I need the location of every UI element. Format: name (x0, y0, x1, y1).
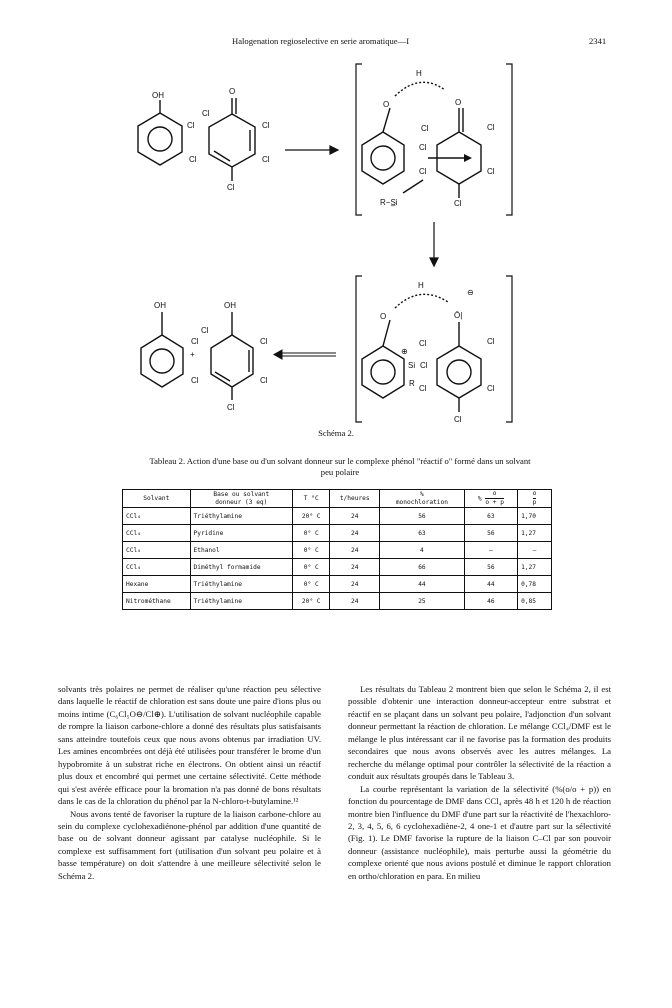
reaction-arrow-down (430, 222, 438, 266)
running-title: Halogenation regioselective en serie aromatique—I (232, 36, 410, 46)
cell-base: Triéthylamine (190, 593, 293, 610)
cell-solvant: CCl₄ (123, 525, 191, 542)
cell-ratio: 1,27 (518, 559, 552, 576)
cell-mono: 66 (380, 559, 465, 576)
h-label: H (416, 69, 422, 78)
cl-label: Cl (419, 339, 427, 348)
table-row (123, 593, 552, 610)
cell-temp: 0° C (293, 559, 330, 576)
complex-bracket-top (356, 64, 512, 215)
table-title-line2: peu polaire (320, 467, 360, 477)
cell-base: Ethanol (190, 542, 293, 559)
page-number: 2341 (589, 36, 607, 46)
paragraph: Les résultats du Tableau 2 montrent bien que selon le Schéma 2, il est possible d'obtenir une interaction donneur-accepteur entre substrat et réactif en se plaçant dans un solvant peu polaire, l'adjonction d'un solvant donneur permettant la réaction de chloration. Le mélange CCl₄/DMF est le mélange le plus intéressant car il ne favorise pas la formation des produits secondaires que nous avons observés avec les autres mélanges. La recherche du mélange optimal pour contrôler la sélectivité de la réaction a conduit aux résultats groupés dans le Tableau 3. (348, 684, 611, 782)
running-header (0, 36, 672, 50)
header-mono-label: monochloration (395, 498, 448, 506)
phenol-oh-label: OH (154, 301, 166, 310)
cell-temp: 0° C (293, 542, 330, 559)
cell-mono: 56 (380, 508, 465, 525)
cell-time: 24 (330, 576, 380, 593)
cyclohexadienone-molecule (209, 98, 255, 167)
cl-label: Cl (260, 337, 268, 346)
header-base (190, 490, 293, 508)
cell-time: 24 (330, 542, 380, 559)
reaction-arrow-right (285, 146, 338, 154)
cell-time: 24 (330, 593, 380, 610)
ketone-o-label: O (229, 87, 236, 96)
phenolate-o-label: Ō| (454, 311, 463, 320)
cl-label: Cl (487, 384, 495, 393)
chlorinated-phenol-molecule (211, 312, 253, 400)
complex-top (362, 82, 481, 198)
table-row (123, 576, 552, 593)
cell-selectivity: — (464, 542, 517, 559)
table-title (70, 456, 610, 478)
paragraph: Nous avons tenté de favoriser la rupture de la liaison carbone-chlore au sein du complexe cyclohexadiénone-phénol par addition d'une quantité de base ou de solvant donneur agissant par catalyse nucléophile. Si le complexe est suffisamment fort (utilisation d'un solvant peu polaire et à basse température) on doit s'attendre à une meilleure sélectivité selon le Schéma 2. (58, 808, 321, 881)
cell-base: Triéthylamine (190, 576, 293, 593)
cl-label: Cl (262, 121, 270, 130)
cell-solvant: CCl₄ (123, 508, 191, 525)
paragraph: La courbe représentant la variation de la sélectivité (%(o/o + p)) en fonction du pourcentage de DMF dans CCl₄ après 48 h et 120 h de réaction montre bien l'influence du DMF d'une part sur la réactivité de l'hexachloro-2, 3, 4, 5, 6, 6 cyclohexadiène-2, 4 one-1 et d'autre part sur la sélectivité (Fig. 1). Le DMF favorise la rupture de la liaison C–Cl par son pouvoir donneur (assistance nucléophile), mais perturbe aussi la géométrie du complexe orienté que nous avions postulé et diminue le rapport chloration en ortho/chloration en para. En milieu (348, 783, 611, 881)
cell-temp: 20° C (293, 508, 330, 525)
cl-label: Cl (454, 199, 462, 208)
cell-time: 24 (330, 559, 380, 576)
cell-base: Pyridine (190, 525, 293, 542)
cell-ratio: 1,27 (518, 525, 552, 542)
cl-label: Cl (421, 124, 429, 133)
body-column-right (348, 683, 611, 882)
header-ratio (518, 490, 552, 508)
h-label: H (418, 281, 424, 290)
cl-label: Cl (260, 376, 268, 385)
body-column-left (58, 683, 321, 882)
cl-label: Cl (227, 403, 235, 412)
cl-label: Cl (454, 415, 462, 424)
cell-ratio: 1,70 (518, 508, 552, 525)
results-table (122, 489, 552, 610)
phenol-o-label: O (383, 100, 390, 109)
phenol-molecule-bottom (141, 312, 183, 387)
cell-mono: 4 (380, 542, 465, 559)
phenol-oh-label: OH (224, 301, 236, 310)
cl-label: Cl (419, 143, 427, 152)
table-row (123, 525, 552, 542)
header-time: t/heures (330, 490, 380, 508)
header-base-line2: donneur (3 eq) (215, 498, 268, 506)
header-sel-denominator: o + p (485, 499, 504, 506)
cell-selectivity: 46 (464, 593, 517, 610)
cell-mono: 25 (380, 593, 465, 610)
cl-label: Cl (419, 167, 427, 176)
header-temp: T °C (293, 490, 330, 508)
header-mono-pct: % (420, 490, 424, 498)
cl-label: Cl (262, 155, 270, 164)
cell-solvant: CCl₄ (123, 559, 191, 576)
cl-label: Cl (419, 384, 427, 393)
table-row (123, 542, 552, 559)
phenol-o-label: O (380, 312, 387, 321)
reaction-arrow-left (274, 350, 336, 359)
scheme-caption: Schéma 2. (318, 428, 354, 438)
header-base-line1: Base ou solvant (213, 490, 270, 498)
cl-label: Cl (487, 123, 495, 132)
table-row (123, 508, 552, 525)
header-sel-pct: % (477, 495, 482, 503)
cell-ratio: — (518, 542, 552, 559)
header-selectivity (464, 490, 517, 508)
cell-ratio: 0,78 (518, 576, 552, 593)
phenol-oh-label: OH (152, 91, 164, 100)
cl-label: Cl (487, 167, 495, 176)
cell-selectivity: 44 (464, 576, 517, 593)
phenol-molecule-top (138, 100, 182, 165)
header-ratio-denominator: p (532, 499, 537, 506)
cl-label: Cl (189, 155, 197, 164)
cell-temp: 0° C (293, 576, 330, 593)
cell-selectivity: 56 (464, 525, 517, 542)
cell-base: Diméthyl formamide (190, 559, 293, 576)
r-si-label: R−S̲i (380, 198, 398, 207)
cl-label: Cl (487, 337, 495, 346)
cell-time: 24 (330, 525, 380, 542)
cl-label: Cl (227, 183, 235, 192)
cell-mono: 44 (380, 576, 465, 593)
cl-label: Cl (191, 376, 199, 385)
cell-solvant: CCl₄ (123, 542, 191, 559)
cell-temp: 0° C (293, 525, 330, 542)
header-ratio-numerator: o (532, 490, 537, 497)
reaction-scheme (0, 50, 672, 430)
ketone-o-label: O (455, 98, 462, 107)
cell-mono: 63 (380, 525, 465, 542)
header-mono (380, 490, 465, 508)
paragraph: solvants très polaires ne permet de réaliser qu'une réaction peu sélective dans laquelle le réactif de chloration est sans doute une paire d'ions plus ou moins intime (C₆Cl₅O⊖/Cl⊕). L'utilisation de solvant nucléophile capable de rompre la liaison carbone-chlore a donné des résultats plus satisfaisants sans atteindre toutefois ceux que nous avons obtenus par irradiation UV. Les amines encombrées ont déjà été utilisées pour transférer le brome d'un hypobromite à un substrat riche en électrons. On obtient ainsi un réactif plus doux et encombré qui permet une certaine sélectivité. Cette méthode qui s'est avérée efficace pour la bromation n'a pas donné de bons résultats dans le cas de la chloration du phénol par la N-chloro-t-butylamine.¹² (58, 684, 321, 807)
table-row (123, 559, 552, 576)
cell-ratio: 0,85 (518, 593, 552, 610)
cl-label: Cl (201, 326, 209, 335)
header-sel-numerator: o (485, 490, 504, 499)
header-solvant: Solvant (123, 490, 191, 508)
cl-label: Cl (202, 109, 210, 118)
plus-charge-label: ⊕ (401, 347, 408, 356)
si-label: Si (408, 361, 416, 370)
cell-solvant: Nitrométhane (123, 593, 191, 610)
cl-label: Cl (187, 121, 195, 130)
plus-sign: + (190, 350, 195, 359)
cell-base: Triéthylamine (190, 508, 293, 525)
cl-label: Cl (191, 337, 199, 346)
cl-label: Cl (420, 361, 428, 370)
cell-selectivity: 56 (464, 559, 517, 576)
cell-solvant: Hexane (123, 576, 191, 593)
r-label: R (409, 379, 415, 388)
table-title-line1: Tableau 2. Action d'une base ou d'un solvant donneur sur le complexe phénol "réactif o" formé dans un solvant (149, 456, 531, 466)
minus-charge-label: ⊖ (467, 288, 474, 297)
cell-temp: 20° C (293, 593, 330, 610)
cell-selectivity: 63 (464, 508, 517, 525)
table-header-row (123, 490, 552, 508)
cell-time: 24 (330, 508, 380, 525)
